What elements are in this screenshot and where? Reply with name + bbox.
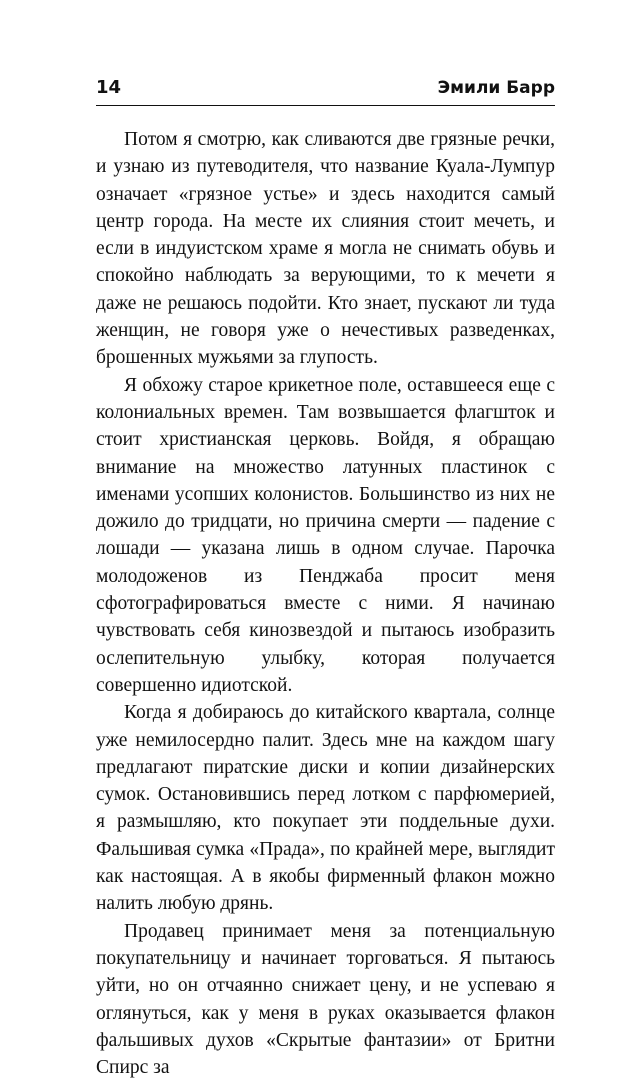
- paragraph-2: Я обхожу старое крикетное поле, оставшееся еще с колониальных времен. Там возвышается флагшток и стоит христианская церковь. Войдя, я обращаю внимание на множество латунных пластинок с именами усопших колонистов. Большинство из них не дожило до тридцати, но причина смерти — падение с лошади — указана лишь в одном случае. Парочка молодоженов из Пенджаба просит меня сфотографироваться вместе с ними. Я начинаю чувствовать себя кинозвездой и пытаюсь изобразить ослепительную улыбку, которая получается совершенно идиотской.: [96, 374, 555, 696]
- page-header: [96, 78, 555, 102]
- header-divider: [96, 105, 555, 106]
- paragraph-3: Когда я добираюсь до китайского квартала, солнце уже немилосердно палит. Здесь мне на каждом шагу предлагают пиратские диски и копии дизайнерских сумок. Остановившись перед лотком с парфюмерией, я размышляю, кто покупает эти поддельные духи. Фальшивая сумка «Прада», по крайней мере, выглядит как настоящая. А в якобы фирменный флакон можно налить любую дрянь.: [96, 702, 555, 915]
- body-text: [96, 126, 555, 1081]
- running-head-author: Эмили Барр: [437, 78, 555, 98]
- paragraph-4: Продавец принимает меня за потенциальную покупательницу и начинает торговаться. Я пытаюсь уйти, но он отчаянно снижает цену, и не успеваю я оглянуться, как у меня в руках оказывается флакон фальшивых духов «Скрытые фантазии» от Бритни Спирс за: [96, 920, 555, 1079]
- page-number: 14: [96, 77, 122, 98]
- paragraph-1: Потом я смотрю, как сливаются две грязные речки, и узнаю из путеводителя, что название Куала-Лумпур означает «грязное устье» и здесь находится самый центр города. На месте их слияния стоит мечеть, и если в индуистском храме я могла не снимать обувь и спокойно наблюдать за верующими, то к мечети я даже не решаюсь подойти. Кто знает, пускают ли туда женщин, не говоря уже о нечестивых разведенках, брошенных мужьями за глупость.: [96, 129, 555, 369]
